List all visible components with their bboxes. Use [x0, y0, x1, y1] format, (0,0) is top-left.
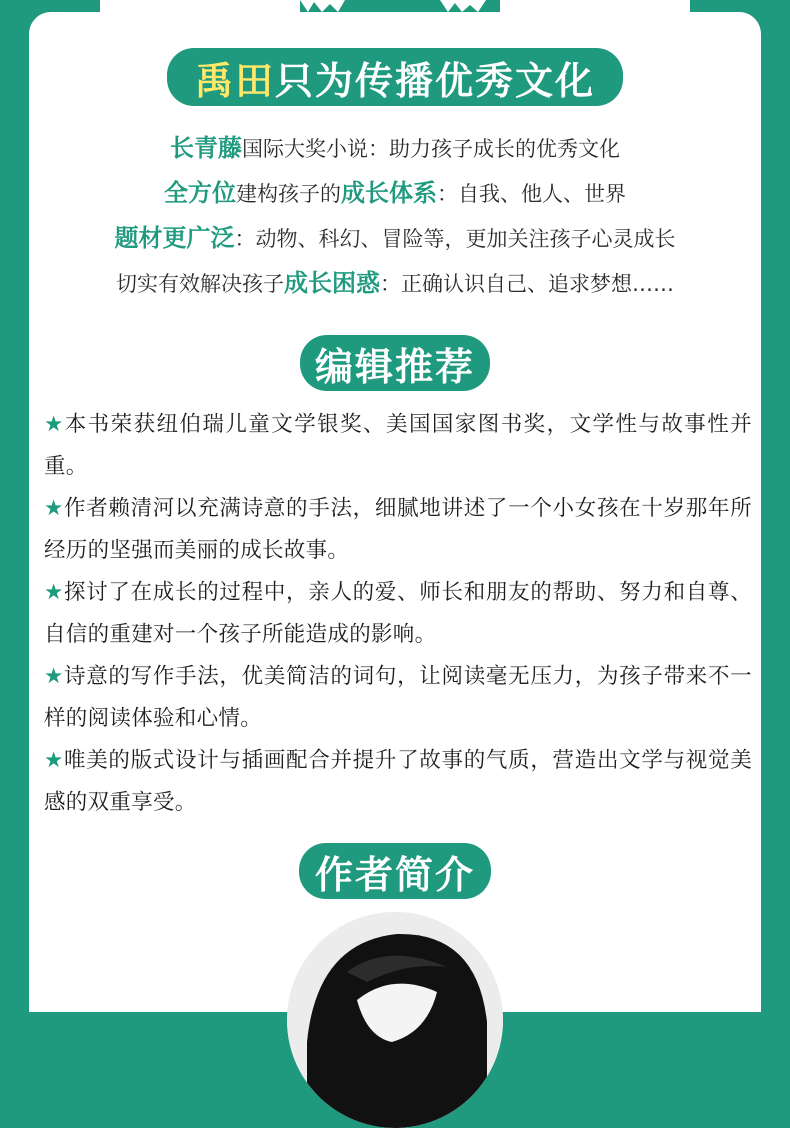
- feature-keyword-2: 成长体系: [341, 179, 437, 207]
- author-photo: [287, 912, 503, 1128]
- recommendation-item: [44, 740, 752, 824]
- feature-text-2: ：自我、他人、世界: [437, 182, 626, 206]
- section-banner-editor: [300, 335, 490, 391]
- feature-keyword: 题材更广泛: [114, 224, 235, 252]
- star-icon: ★: [44, 496, 64, 521]
- feature-text: ：动物、科幻、冒险等，更加关注孩子心灵成长: [234, 227, 676, 251]
- star-icon: ★: [44, 580, 64, 605]
- section-banner-author: [299, 843, 491, 899]
- recommendation-text: 本书荣获纽伯瑞儿童文学银奖、美国国家图书奖，文学性与故事性并重。: [44, 412, 752, 479]
- recommendation-item: [44, 488, 752, 572]
- slogan-banner: [167, 48, 623, 106]
- recommendation-list: [44, 404, 752, 824]
- feature-text: 建构孩子的: [236, 182, 341, 206]
- feature-keyword: 长青藤: [170, 134, 242, 162]
- feature-text: 国际大奖小说：助力孩子成长的优秀文化: [242, 137, 620, 161]
- feature-prefix: 切实有效解决孩子: [116, 272, 284, 296]
- feature-keyword: 成长困惑: [284, 269, 380, 297]
- feature-line-2: [0, 173, 790, 208]
- recommendation-item: [44, 572, 752, 656]
- recommendation-text: 探讨了在成长的过程中，亲人的爱、师长和朋友的帮助、努力和自尊、自信的重建对一个孩子所能造成的影响。: [44, 580, 752, 647]
- star-icon: ★: [44, 748, 64, 773]
- feature-text: ：正确认识自己、追求梦想……: [380, 272, 674, 296]
- recommendation-text: 作者赖清河以充满诗意的手法，细腻地讲述了一个小女孩在十岁那年所经历的坚强而美丽的成长故事。: [44, 496, 752, 563]
- slogan-text: 只为传播优秀文化: [275, 57, 596, 103]
- feature-line-1: [0, 128, 790, 163]
- recommendation-item: [44, 404, 752, 488]
- feature-line-3: [0, 218, 790, 253]
- feature-line-4: [0, 263, 790, 298]
- recommendation-text: 诗意的写作手法，优美简洁的词句，让阅读毫无压力，为孩子带来不一样的阅读体验和心情。: [44, 664, 752, 731]
- star-icon: ★: [44, 664, 64, 689]
- section-title: 作者简介: [314, 851, 475, 897]
- brand-name: 禹田: [194, 57, 275, 103]
- recommendation-item: [44, 656, 752, 740]
- star-icon: ★: [44, 412, 65, 437]
- feature-keyword: 全方位: [164, 179, 236, 207]
- section-title: 编辑推荐: [314, 343, 475, 389]
- recommendation-text: 唯美的版式设计与插画配合并提升了故事的气质，营造出文学与视觉美感的双重享受。: [44, 748, 752, 815]
